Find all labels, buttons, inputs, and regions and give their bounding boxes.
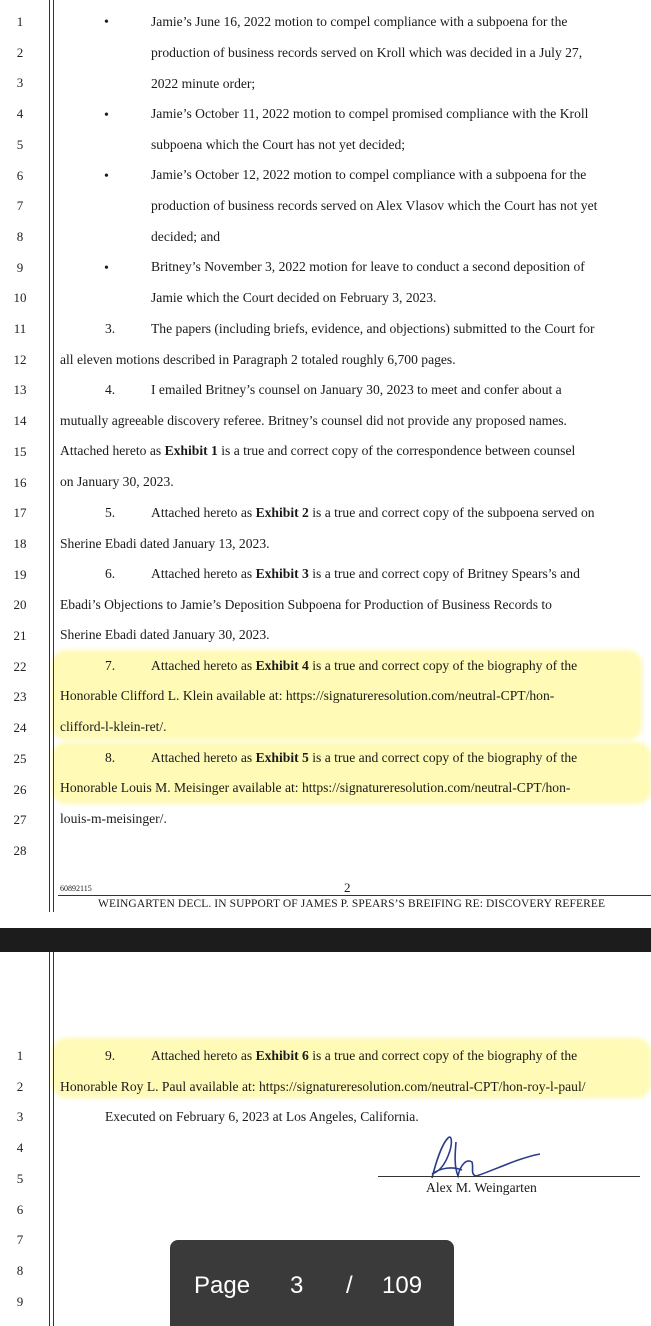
line-number: 21 <box>13 628 27 643</box>
line-number: 3 <box>16 75 24 91</box>
text-line: Honorable Clifford L. Klein available at: https://signatureresolution.com/neutral-CPT/hon- <box>60 688 555 703</box>
text-line: Jamie’s October 12, 2022 motion to compel compliance with a subpoena for the <box>151 167 587 182</box>
line-number: 28 <box>13 842 27 858</box>
line-number: 4 <box>16 1140 24 1156</box>
line-number: 26 <box>13 781 27 797</box>
signature-line <box>378 1176 640 1177</box>
line-number: 6 <box>16 1201 24 1217</box>
line-number: 2 <box>16 44 24 60</box>
bullet-marker: • <box>104 15 109 30</box>
text-line: Jamie which the Court decided on February 3, 2023. <box>151 290 437 305</box>
line-number: 20 <box>13 597 27 613</box>
text-line: production of business records served on Alex Vlasov which the Court has not yet <box>151 198 598 213</box>
footer-rule <box>58 895 651 896</box>
text-line: mutually agreeable discovery referee. Britney’s counsel did not provide any proposed names. <box>60 413 567 428</box>
page-label: Page <box>194 1272 251 1299</box>
text-line <box>60 443 575 459</box>
footer-page-number: 2 <box>344 880 351 895</box>
text-line: Sherine Ebadi dated January 30, 2023. <box>60 627 270 642</box>
line-number: 15 <box>13 443 27 459</box>
text-line: all eleven motions described in Paragraph 2 totaled roughly 6,700 pages. <box>60 352 456 367</box>
page-separator <box>0 928 651 952</box>
text-line <box>151 1048 577 1064</box>
line-number: 10 <box>13 290 27 306</box>
bullet-marker: • <box>104 169 109 184</box>
text-line <box>151 658 577 674</box>
text-run: is a true and correct copy of the biography of the <box>308 658 578 673</box>
line-number: 7 <box>16 1232 24 1248</box>
executed-statement: Executed on February 6, 2023 at Los Angeles, California. <box>105 1109 419 1124</box>
text-line: Sherine Ebadi dated January 13, 2023. <box>60 536 270 551</box>
line-number: 1 <box>16 14 24 29</box>
text-line: Ebadi’s Objections to Jamie’s Deposition Subpoena for Production of Business Records to <box>60 597 552 612</box>
line-number: 25 <box>13 750 27 766</box>
text-run: Attached hereto as <box>151 566 256 581</box>
paragraph-number: 8. <box>105 750 116 765</box>
line-number: 12 <box>13 351 27 367</box>
text-run: Attached hereto as <box>151 1048 256 1063</box>
line-number: 17 <box>13 505 27 521</box>
text-line: Jamie’s June 16, 2022 motion to compel compliance with a subpoena for the <box>151 14 568 29</box>
signatory-name: Alex M. Weingarten <box>426 1180 537 1195</box>
text-line <box>151 566 580 582</box>
text-run: Attached hereto as <box>151 658 256 673</box>
text-run: Attached hereto as <box>151 750 256 765</box>
paragraph-number: 6. <box>105 566 116 581</box>
paragraph-number: 3. <box>105 321 116 336</box>
text-run: is a true and correct copy of the biography of the <box>308 1048 578 1063</box>
bullet-marker: • <box>104 108 109 123</box>
text-run: is a true and correct copy of the correspondence between counsel <box>217 443 576 458</box>
line-number: 16 <box>13 474 27 490</box>
text-line: 2022 minute order; <box>151 76 256 91</box>
text-line: subpoena which the Court has not yet decided; <box>151 137 406 152</box>
footer-title: WEINGARTEN DECL. IN SUPPORT OF JAMES P. SPEARS’S BREIFING RE: DISCOVERY REFEREE <box>98 898 606 910</box>
line-number: 2 <box>16 1078 24 1094</box>
margin-rule-right <box>53 0 54 912</box>
line-number: 19 <box>13 566 27 582</box>
paragraph-number: 4. <box>105 382 116 397</box>
line-number: 3 <box>16 1109 24 1125</box>
line-number: 11 <box>13 321 27 336</box>
text-line: Jamie’s October 11, 2022 motion to compel promised compliance with the Kroll <box>151 106 589 121</box>
line-number: 22 <box>13 658 27 674</box>
line-number: 5 <box>16 136 24 152</box>
line-number: 1 <box>16 1048 24 1063</box>
line-number: 14 <box>13 413 27 429</box>
exhibit-5-label: Exhibit 5 <box>255 750 309 765</box>
line-number: 23 <box>13 689 27 705</box>
exhibit-4-label: Exhibit 4 <box>255 658 309 673</box>
exhibit-3-label: Exhibit 3 <box>255 566 309 581</box>
bullet-marker: • <box>104 261 109 276</box>
line-number: 4 <box>16 106 24 122</box>
page-separator-slash: / <box>346 1272 353 1299</box>
margin-rule-left <box>49 952 50 1326</box>
line-number: 24 <box>13 720 27 736</box>
line-number: 5 <box>16 1170 24 1186</box>
text-line: decided; and <box>151 229 221 244</box>
text-line: Honorable Louis M. Meisinger available at: https://signatureresolution.com/neutral-CPT/hon- <box>60 780 571 795</box>
line-number: 13 <box>13 382 27 398</box>
text-line: The papers (including briefs, evidence, and objections) submitted to the Court for <box>151 321 595 336</box>
line-number: 9 <box>16 1293 24 1309</box>
text-line: Britney’s November 3, 2022 motion for leave to conduct a second deposition of <box>151 259 585 274</box>
line-number: 18 <box>13 535 27 551</box>
line-number: 6 <box>16 167 24 183</box>
text-line: I emailed Britney’s counsel on January 30, 2023 to meet and confer about a <box>151 382 562 397</box>
text-line: clifford-l-klein-ret/. <box>60 719 167 734</box>
text-line: production of business records served on Kroll which was decided in a July 27, <box>151 45 583 60</box>
text-run: is a true and correct copy of Britney Spears’s and <box>308 566 580 581</box>
text-run: is a true and correct copy of the subpoena served on <box>308 505 595 520</box>
footer-doc-id: 60892115 <box>60 884 92 893</box>
paragraph-number: 9. <box>105 1048 116 1063</box>
line-number: 27 <box>13 812 27 828</box>
text-run: Attached hereto as <box>151 505 256 520</box>
paragraph-number: 7. <box>105 658 116 673</box>
exhibit-2-label: Exhibit 2 <box>255 505 309 520</box>
exhibit-6-label: Exhibit 6 <box>255 1048 309 1063</box>
line-number: 8 <box>16 228 24 244</box>
paragraph-number: 5. <box>105 505 116 520</box>
text-run: is a true and correct copy of the biography of the <box>308 750 578 765</box>
current-page-number: 3 <box>290 1272 304 1299</box>
text-line <box>151 505 595 521</box>
margin-rule-right <box>53 952 54 1326</box>
page-indicator <box>170 1240 454 1326</box>
line-number: 7 <box>16 198 24 214</box>
line-number: 8 <box>16 1262 24 1278</box>
text-line <box>151 750 577 766</box>
exhibit-1-label: Exhibit 1 <box>164 443 218 458</box>
text-line: louis-m-meisinger/. <box>60 811 167 826</box>
text-line: on January 30, 2023. <box>60 474 174 489</box>
margin-rule-left <box>49 0 50 912</box>
text-run: Attached hereto as <box>60 443 165 458</box>
line-number: 9 <box>16 259 24 275</box>
total-page-count: 109 <box>382 1272 423 1299</box>
text-line: Honorable Roy L. Paul available at: https://signatureresolution.com/neutral-CPT/hon-roy-l-paul/ <box>60 1079 586 1094</box>
